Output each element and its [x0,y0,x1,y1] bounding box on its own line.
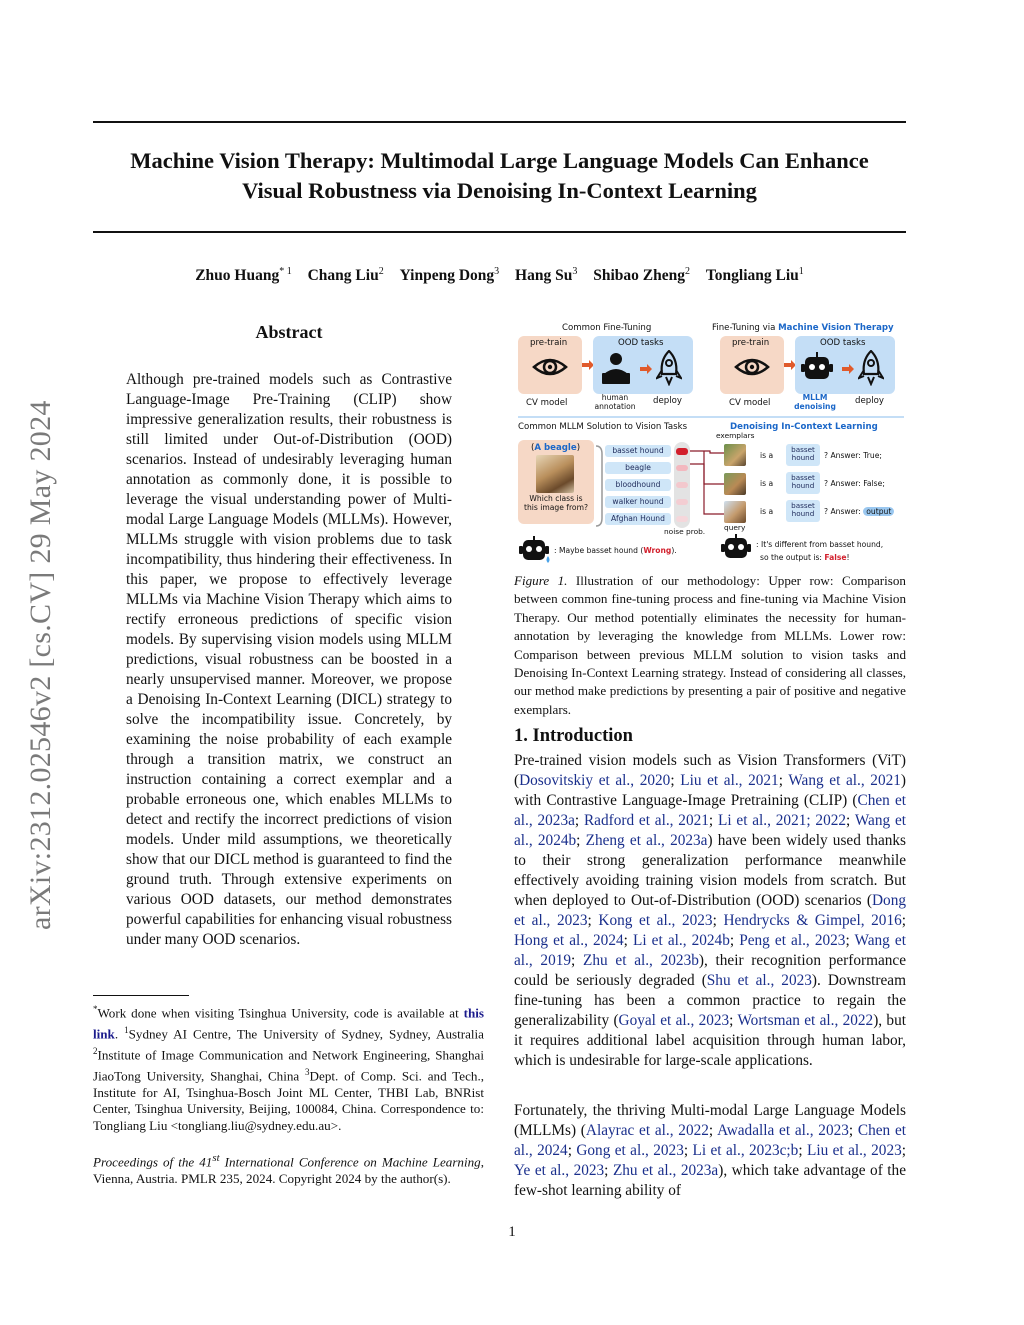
figure-divider [518,416,904,418]
citation-link[interactable]: Zhu et al., 2023a [612,1162,719,1179]
class-pill: bloodhound [605,479,671,491]
proceedings-note: Proceedings of the 41st International Conference on Machine Learning, Vienna, Austria. PMLR 235, 2024. Copyright 2024 by the author(s). [93,1152,484,1186]
citation-link[interactable]: Kong et al., 2023 [598,912,713,929]
pretrain-label-2: pre-train [732,338,770,348]
citation-link[interactable]: Li et al., 2023c;b [692,1142,799,1159]
citation-link[interactable]: Peng et al., 2023 [739,932,846,949]
citation-link[interactable]: Dosovitskiy et al., 2020 [519,772,671,789]
citation-link[interactable]: Shu et al., 2023 [706,972,812,989]
citation-link[interactable]: Hong et al., 2024 [514,932,624,949]
citation-link[interactable]: Radford et al., 2021 [583,812,709,829]
rocket-icon [656,350,682,386]
eye-icon [532,352,568,382]
exemplar-image-2 [724,473,746,495]
common-mllm-label: Common MLLM Solution to Vision Tasks [518,422,688,432]
title-line-2: Visual Robustness via Denoising In-Context Learning [242,177,757,203]
citation-link[interactable]: Wang et al., 2021 [788,772,901,789]
citation-link[interactable]: Zheng et al., 2023a [585,832,708,849]
a-beagle-label: (A beagle) [531,443,581,453]
citation-link[interactable]: Li et al., 2021; 2022 [717,812,847,829]
dog-image [536,455,574,493]
paragraph-text: ) with Contrastive Language-Image Pretraining (CLIP) ( [514,772,907,809]
paragraph-text: ; [623,932,633,949]
title-line-1: Machine Vision Therapy: Multimodal Large Language Models Can Enhance [130,148,869,173]
noise-mark [676,465,688,471]
arrow-icon [640,364,652,374]
paragraph-text: Fortunately, the thriving Multi-modal Large Language Models (MLLMs) ( [514,1102,906,1139]
class-pill: Afghan Hound [605,513,671,525]
answer-output: ? Answer: output [824,507,894,516]
paragraph-text: ; [729,1012,738,1029]
citation-link[interactable]: Hendrycks & Gimpel, 2016 [723,912,902,929]
abstract-text: Although pre-trained models such as Contrastive Language-Image Pre-Training (CLIP) show impressive generalization results, their robustness is still limited under Out-of-Distribution (OOD) scenarios. Instead of undesirably leveraging human annotation as commonly done, it is possible to leverage the visual understanding power of Multi-modal Large Language Models (MLLMs). However, MLLMs struggle with vision problems due to task incompatibility, thus hindering their effectiveness. In this paper, we propose to effectively leverage MLLMs via Machine Vision Therapy which aims to rectify erroneous predictions of specific vision models. By supervising vision models using MLLM predictions, visual robustness can be boosted in a nearly unsupervised manner. Moreover, we propose a Denoising In-Context Learning (DICL) strategy to solve the incompatibility issue. Concretely, by examining the noise probability of each example through a transition matrix, we construct an instruction containing a correct exemplar and a probable erroneous one, which enables MLLMs to detect and rectify the incorrect predictions of vision models. Under mild assumptions, we theoretically show that our DICL method is guaranteed to find the ground truth. Through extensive experiments on various OOD datasets, our method demonstrates powerful capabilities for enhancing visual robustness under many OOD scenarios. [126,371,452,948]
basset-hound-pill: basset hound [786,472,820,494]
pretrain-label: pre-train [530,338,568,348]
eye-icon [734,352,770,382]
paragraph-text: ; [712,912,724,929]
paragraph-text: ; [576,832,586,849]
citation-link[interactable]: Alayrac et al., 2022 [585,1122,709,1139]
paragraph-text: ; [778,772,789,789]
citation-link[interactable]: Liu et al., 2023 [806,1142,902,1159]
paragraph-text: ; [604,1162,613,1179]
citation-link[interactable]: Wortsman et al., 2022 [737,1012,874,1029]
paragraph-text: ; [729,932,740,949]
arxiv-identifier: arXiv:2312.02546v2 [cs.CV] 29 May 2024 [24,400,57,930]
bracket-icon [594,444,604,528]
query-image [724,501,746,523]
citation-link[interactable]: Awadalla et al., 2023 [717,1122,849,1139]
author: Chang Liu$^2$ [307,266,384,285]
paragraph-text: ; [708,1122,718,1139]
citation-link[interactable]: Liu et al., 2021 [680,772,779,789]
citation-link[interactable]: Zhu et al., 2023b [583,952,699,969]
author: Zhuo Huang$^{* 1}$ [195,266,292,285]
page-number: 1 [508,1224,516,1240]
citation-link[interactable]: Dong et al., 2023 [514,892,906,929]
paragraph-text: ; [587,912,599,929]
citation-link[interactable]: Chen et al., 2024 [514,1122,906,1159]
figure-1 [514,320,906,566]
citation-link[interactable]: Wang et al., 2019 [514,932,906,969]
citation-link[interactable]: Wang et al., 2024b [514,812,906,849]
rocket-icon [858,350,884,386]
class-pill: beagle [605,462,671,474]
deploy-label: deploy [653,396,682,406]
title-rule-bottom [93,231,906,233]
so-output-label: so the output is: False! [760,553,850,562]
paragraph-text: ; [901,1142,906,1159]
citation-link[interactable]: Ye et al., 2023 [514,1162,605,1179]
paragraph-text: ; [571,952,584,969]
basset-hound-pill: basset hound [786,500,820,522]
mvt-label: Fine-Tuning via Machine Vision Therapy [712,323,894,333]
intro-heading: 1. Introduction [514,726,633,746]
robot-icon [518,536,552,564]
deploy-label-2: deploy [855,396,884,406]
noise-prob-label: noise prob. [664,527,706,536]
which-class-label: Which class is this image from? [523,494,589,512]
ood-label-2: OOD tasks [820,338,866,348]
noise-mark [676,516,688,522]
paragraph-text: ; [670,772,681,789]
is-a-label: is a [760,451,774,460]
author: Hang Su$^3$ [515,266,578,285]
human-annotation-label: human annotation [594,393,636,411]
paragraph-text: ; [845,932,855,949]
figure-caption: Figure 1. Illustration of our methodology: Upper row: Comparison between common fine-tuning process and fine-tuning via Machine Vision Therapy. Our method potentially eliminates the necessity for human-annotation by leveraging the knowledge from MLLMs. Lower row: Comparison between previous MLLM solution to vision tasks and Denoising In-Context Learning strategy. Instead of considering all classes, our method make predictions by presenting a pair of positive and negative exemplars. [514,573,906,717]
author: Shibao Zheng$^2$ [593,266,690,285]
answer-true: ? Answer: True; [824,451,882,460]
noise-mark-high [676,448,688,455]
code-link[interactable]: this link [93,1005,484,1042]
class-pill: walker hound [605,496,671,508]
ood-label: OOD tasks [618,338,664,348]
citation-link[interactable]: Chen et al., 2023a [514,792,906,829]
human-annotator-icon [600,352,632,386]
is-a-label: is a [760,479,774,488]
paragraph-text: ). Downstream fine-tuning has been a common practice to regain the generalizability ( [514,972,906,1029]
author: Yinpeng Dong$^3$ [399,266,500,285]
dicl-label: Denoising In-Context Learning [730,422,878,432]
different-label: : It's different from basset hound, [756,540,884,549]
noise-mark [676,482,688,488]
paragraph-text: ; [798,1142,807,1159]
title-rule-top [93,121,906,123]
arrow-icon [842,364,854,374]
author-list [93,266,906,285]
answer-false: ? Answer: False; [824,479,885,488]
cv-model-label: CV model [526,398,568,408]
query-label: query [724,523,746,532]
paragraph-text: ), but it requires additional label acquisition through human labor, which is undesirable for large-scale applications. [514,1012,906,1069]
citation-link[interactable]: Li et al., 2024b [632,932,730,949]
paragraph-text: ), which take advantage of the few-shot learning ability of [514,1162,906,1199]
mllm-denoising-label: MLLM denoising [794,393,836,411]
paragraph-text: ; [574,812,584,829]
footnote: *Work done when visiting Tsinghua University, code is available at this link. $^1$Sydney AI Centre, The University of Sydney, Sydney, Australia $^2$Institute of Image Communication and Network Engineering, Shanghai JiaoTong University, Shanghai, China $^3$Dept. of Comp. Sci. and Tech., Institute for AI, Tsinghua-Bosch Joint ML Center, THBI Lab, BNRist Center, Tsinghua University, Beijing, 100084, China. Correspondence to: Tongliang Liu <tongliang.liu@sydney.edu.au>. [93,1004,484,1133]
robot-icon [720,534,754,564]
footnote-rule [93,995,189,996]
is-a-label: is a [760,507,774,516]
citation-link[interactable]: Gong et al., 2023 [576,1142,684,1159]
cv-model-label-2: CV model [729,398,771,408]
paragraph-text: ; [901,912,906,929]
paragraph-text: ; [708,812,718,829]
paragraph-text: ; [567,1142,577,1159]
paragraph-text: ; [683,1142,693,1159]
paragraph-text: ) have been widely used thanks to their strong generalization performance meanwhile effectively avoiding training vision models from scratch. But when deployed to Out-of-Distribution (OOD) scenarios ( [514,832,906,909]
paragraph-text: ; [848,1122,858,1139]
maybe-label: : Maybe basset hound (Wrong). [554,546,677,555]
paragraph-text: Pre-trained vision models such as Vision Transformers (ViT) ( [514,752,906,789]
basset-hound-pill: basset hound [786,444,820,466]
common-ft-label: Common Fine-Tuning [562,323,652,333]
noise-mark [676,499,688,505]
author: Tongliang Liu$^1$ [705,266,804,285]
paragraph-text: ; [846,812,855,829]
intro-paragraph-2 [514,1101,906,1201]
connector-lines [690,438,724,518]
paper-title [93,146,906,205]
citation-link[interactable]: Goyal et al., 2023 [618,1012,730,1029]
exemplars-label: exemplars [716,431,755,440]
abstract-heading: Abstract [255,322,323,342]
intro-paragraph-1 [514,751,906,1071]
paragraph-text: ), their recognition performance could be seriously degraded ( [514,952,907,989]
class-pill: basset hound [605,445,671,457]
robot-icon [801,352,833,384]
exemplar-image-1 [724,444,746,466]
